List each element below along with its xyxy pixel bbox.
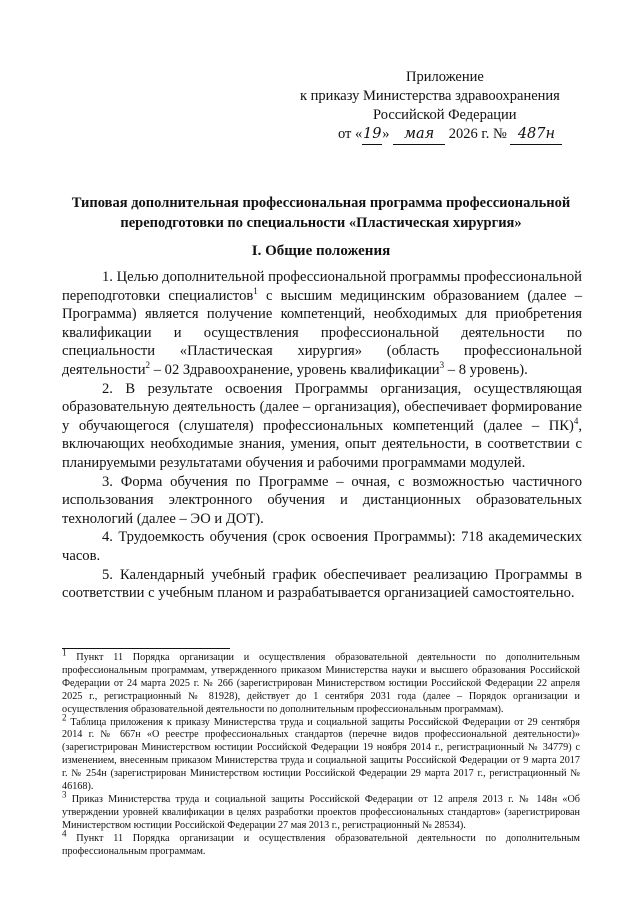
handwritten-day: 19 <box>362 125 382 145</box>
paragraph-2: 2. В результате освоения Программы организация, осуществляющая образовательную деятельность (далее – организация), обеспечивает формирование у обучающегося (слушателя) профессиональных компетенций (далее – ПК)$^4$, включающих необходимые знания, умения, опыт деятельности, в соответствии с планируемыми результатами обучения и рабочими программами модулей. <box>62 380 582 471</box>
date-quote: » <box>382 126 390 142</box>
handwritten-month: мая <box>393 125 445 145</box>
footnote-2: $^2$ Таблица приложения к приказу Министерства труда и социальной защиты Российской Федерации от 29 сентября 2014 г. № 667н «О реестре профессиональных стандартов (перечне видов профессиональной деятельности)» (зарегистрирован Министерством юстиции Российской Федерации 19 ноября 2014 г., регистрационный № 34779) с изменением, внесенным приказом Министерства труда и социальной защиты Российской Федерации от 9 марта 2017 г. № 254н (зарегистрирован Министерством юстиции Российской Федерации 29 марта 2017 г., регистрационный № 46168). <box>62 712 580 793</box>
footnote-ref-2: 2 <box>145 360 151 371</box>
appendix-label: Приложение <box>406 69 484 85</box>
section-heading: I. Общие положения <box>251 243 391 259</box>
footnote-3: $^3$ Приказ Министерства труда и социальной защиты Российской Федерации от 12 апреля 2013 г. № 148н «Об утверждении уровней квалификации в целях разработки проектов профессиональных стандартов» (зарегистрирован Министерством юстиции Российской Федерации 27 мая 2013 г., регистрационный № 28534). <box>62 789 580 831</box>
footnote-ref-3: 3 <box>439 360 445 371</box>
footnotes <box>62 647 580 859</box>
paragraph-5: 5. Календарный учебный график обеспечивает реализацию Программы в соответствии с учебным планом и разрабатывается организацией самостоятельно. <box>62 566 582 602</box>
footnote-ref-4: 4 <box>573 415 579 426</box>
order-date-line <box>300 125 600 145</box>
footnote-ref-1: 1 <box>253 285 258 296</box>
document-title: Типовая дополнительная профессиональная программа профессиональной переподготовки по специальности «Пластическая хирургия» <box>71 195 571 231</box>
paragraph-1: 1. Целью дополнительной профессиональной программы профессиональной переподготовки специалистов$^1$ с высшим медицинским образованием (далее – Программа) является получение компетенций, необходимых для приобретения квалификации и осуществления профессиональной деятельности по специальности «Пластическая хирургия» (область профессиональной деятельности$^2$ – 02 Здравоохранение, уровень квалификации$^3$ – 8 уровень). <box>62 269 582 378</box>
body-text <box>62 268 582 603</box>
footnote-4: $^4$ Пункт 11 Порядка организации и осуществления образовательной деятельности по дополнительным профессиональным программам. <box>62 828 580 857</box>
paragraph-3: 3. Форма обучения по Программе – очная, с возможностью частичного использования электронного обучения и дистанционных образовательных технологий (далее – ЭО и ДОТ). <box>62 473 582 527</box>
footnote-separator <box>62 648 230 649</box>
order-reference: к приказу Министерства здравоохранения <box>300 88 560 104</box>
date-prefix: от « <box>338 126 363 142</box>
date-year: 2026 г. № <box>448 126 507 142</box>
appendix-header <box>300 68 600 145</box>
footnote-1: $^1$ Пункт 11 Порядка организации и осуществления образовательной деятельности по дополнительным профессиональным программам, утвержденного приказом Министерства науки и высшего образования Российской Федерации от 24 марта 2025 г. № 266 (зарегистрирован Министерством юстиции Российской Федерации 22 апреля 2025 г., регистрационный № 81928), действует до 1 сентября 2031 года (далее – Порядок организации и осуществления образовательной деятельности по дополнительным профессиональным программам). <box>62 647 580 715</box>
federation-name: Российской Федерации <box>373 107 517 123</box>
handwritten-order-number: 487н <box>510 125 562 145</box>
paragraph-4: 4. Трудоемкость обучения (срок освоения Программы): 718 академических часов. <box>62 529 582 564</box>
